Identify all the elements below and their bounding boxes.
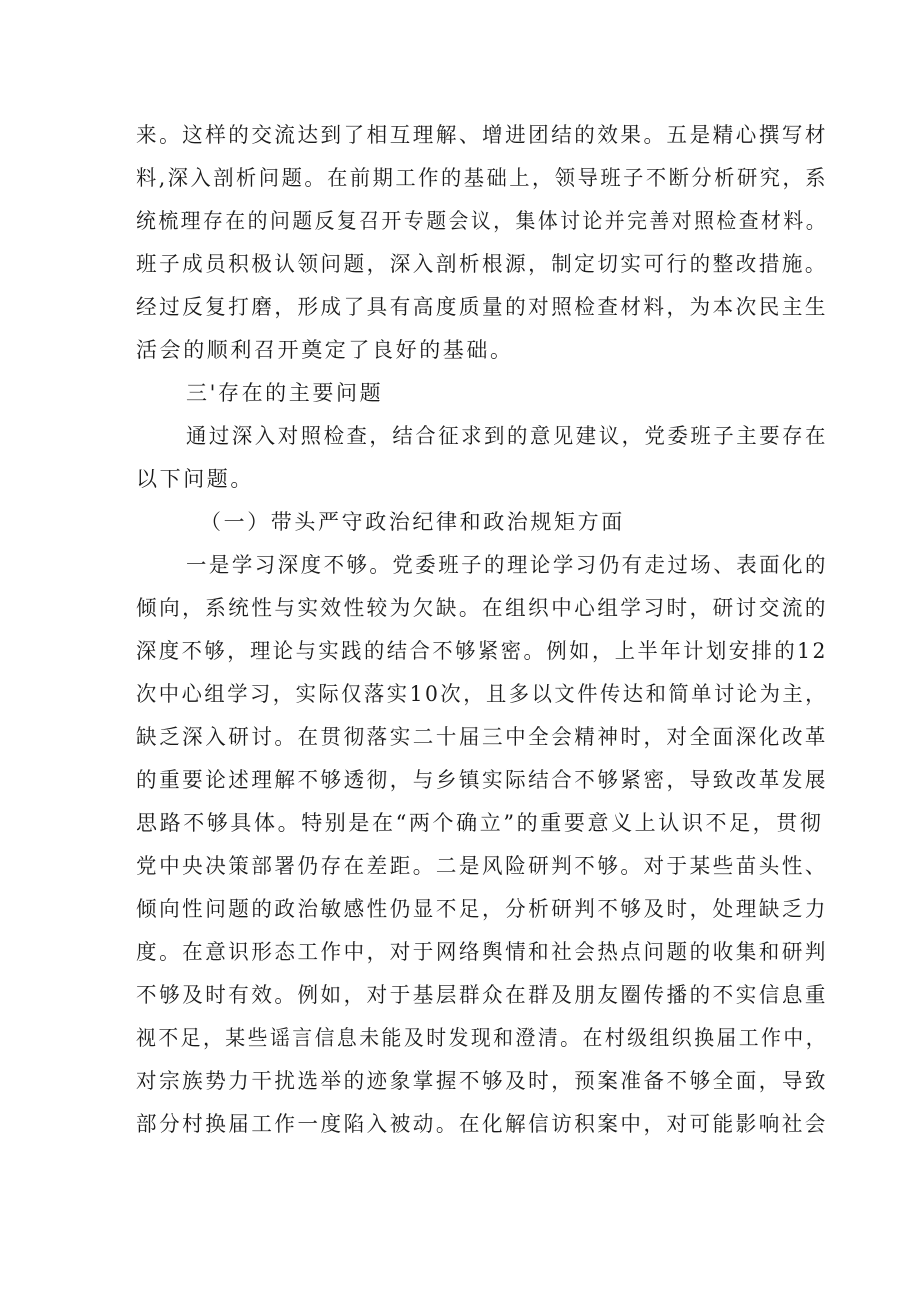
text-line bbox=[0, 891, 920, 927]
text-line bbox=[0, 633, 920, 669]
text-line bbox=[0, 160, 920, 196]
subsection-heading bbox=[0, 504, 920, 540]
line-text: 倾向，系统性与实效性较为欠缺。在组织中心组学习时，研讨交流的 bbox=[136, 596, 828, 620]
line-text: 不够及时有效。例如，对于基层群众在群及朋友圈传播的不实信息重 bbox=[136, 983, 828, 1007]
line-text: 倾向性问题的政治敏感性仍显不足，分析研判不够及时，处理缺乏力 bbox=[136, 897, 828, 921]
line-text: 一是学习深度不够。党委班子的理论学习仍有走过场、表面化的 bbox=[186, 553, 828, 577]
heading-text: 三'存在的主要问题 bbox=[186, 381, 384, 405]
line-text: 的重要论述理解不够透彻，与乡镇实际结合不够紧密，导致改革发展 bbox=[136, 768, 828, 792]
line-text: 缺乏深入研讨。在贯彻落实二十届三中全会精神时，对全面深化改革 bbox=[136, 725, 828, 749]
line-text: 来。这样的交流达到了相互理解、增进团结的效果。五是精心撰写材 bbox=[136, 123, 828, 147]
line-text: 活会的顺利召开奠定了良好的基础。 bbox=[136, 338, 514, 362]
text-line bbox=[0, 805, 920, 841]
line-text: 深度不够，理论与实践的结合不够紧密。例如，上半年计划安排的12 bbox=[136, 639, 828, 663]
line-text: 以下问题。 bbox=[136, 467, 254, 491]
text-line bbox=[0, 117, 920, 153]
line-text: 度。在意识形态工作中，对于网络舆情和社会热点问题的收集和研判 bbox=[136, 940, 828, 964]
line-text: 通过深入对照检查，结合征求到的意见建议，党委班子主要存在 bbox=[186, 424, 828, 448]
line-text: 次中心组学习，实际仅落实10次，且多以文件传达和简单讨论为主， bbox=[136, 682, 828, 706]
line-text: 经过反复打磨，形成了具有高度质量的对照检查材料，为本次民主生 bbox=[136, 295, 828, 319]
text-line bbox=[0, 418, 920, 454]
text-line bbox=[0, 547, 920, 583]
text-line bbox=[0, 289, 920, 325]
text-line bbox=[0, 977, 920, 1013]
text-line bbox=[0, 203, 920, 239]
text-line bbox=[0, 1063, 920, 1099]
line-text: 统梳理存在的问题反复召开专题会议，集体讨论并完善对照检查材料。 bbox=[136, 209, 829, 233]
text-line bbox=[0, 461, 920, 497]
line-text: 党中央决策部署仍存在差距。二是风险研判不够。对于某些苗头性、 bbox=[136, 854, 828, 878]
line-text: 班子成员积极认领问题，深入剖析根源，制定切实可行的整改措施。 bbox=[136, 252, 828, 276]
text-line bbox=[0, 676, 920, 712]
text-line bbox=[0, 1020, 920, 1056]
line-text: 对宗族势力干扰选举的迹象掌握不够及时，预案准备不够全面，导致 bbox=[136, 1069, 828, 1093]
line-text: 料,深入剖析问题。在前期工作的基础上，领导班子不断分析研究，系 bbox=[136, 166, 829, 190]
text-line bbox=[0, 332, 920, 368]
section-heading bbox=[0, 375, 920, 411]
text-line bbox=[0, 719, 920, 755]
text-line bbox=[0, 1106, 920, 1142]
text-line bbox=[0, 590, 920, 626]
line-text: 视不足，某些谣言信息未能及时发现和澄清。在村级组织换届工作中， bbox=[136, 1026, 829, 1050]
line-text: 部分村换届工作一度陷入被动。在化解信访积案中，对可能影响社会 bbox=[136, 1112, 828, 1136]
text-line bbox=[0, 246, 920, 282]
heading-text: （一）带头严守政治纪律和政治规矩方面 bbox=[200, 510, 625, 534]
text-line bbox=[0, 934, 920, 970]
text-line bbox=[0, 848, 920, 884]
line-text: 思路不够具体。特别是在“两个确立”的重要意义上认识不足，贯彻 bbox=[136, 811, 824, 835]
text-line bbox=[0, 762, 920, 798]
